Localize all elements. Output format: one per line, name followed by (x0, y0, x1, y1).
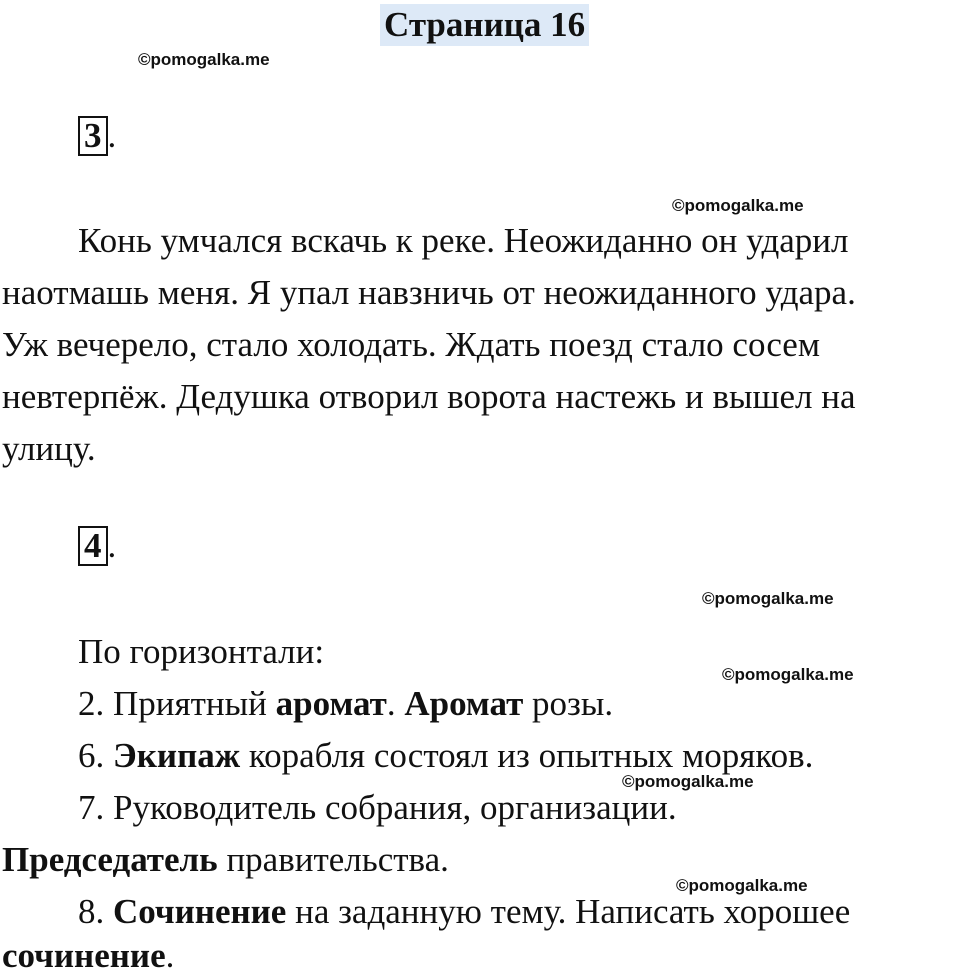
page-title: Страница 16 (380, 4, 589, 46)
task-3-line-4: невтерпёж. Дедушка отворил ворота настежь и вышел на (2, 377, 856, 416)
item-6-suffix: корабля состоял из опытных моряков. (240, 736, 814, 775)
task-4-number-dot: . (107, 526, 117, 565)
task-4-item-7-line-1: 7. Руководитель собрания, организации. (78, 788, 677, 827)
task-3-number-dot: . (107, 116, 117, 155)
item-8-prefix: 8. (78, 892, 113, 931)
item-2-prefix: 2. Приятный (78, 684, 276, 723)
task-4-item-8-line-2 (2, 936, 174, 976)
task-4-heading: По горизонтали: (78, 632, 325, 671)
task-3-number (78, 116, 116, 156)
task-4-number (78, 526, 116, 566)
item-7-suffix: правительства. (217, 840, 449, 879)
watermark: ©pomogalka.me (672, 196, 804, 215)
item-8-bold-word-2: сочинение (2, 936, 166, 975)
task-3-line-3: Уж вечерело, стало холодать. Ждать поезд стало сосем (2, 325, 820, 364)
task-4-item-2 (78, 684, 613, 724)
item-8-mid: на заданную тему. Написать хорошее (286, 892, 851, 931)
task-4-number-box: 4 (78, 526, 108, 566)
watermark: ©pomogalka.me (702, 589, 834, 608)
task-4-item-6 (78, 736, 813, 776)
watermark: ©pomogalka.me (622, 772, 754, 791)
item-6-bold-word: Экипаж (113, 736, 241, 775)
task-3-line-5: улицу. (2, 429, 96, 468)
watermark: ©pomogalka.me (138, 50, 270, 69)
item-2-bold-word-2: Аромат (404, 684, 524, 723)
task-3-number-box: 3 (78, 116, 108, 156)
task-3-line-1: Конь умчался вскачь к реке. Неожиданно он ударил (78, 221, 849, 260)
item-2-mid: . (386, 684, 405, 723)
watermark: ©pomogalka.me (722, 665, 854, 684)
item-2-suffix: розы. (523, 684, 614, 723)
task-4-item-7-line-2 (2, 840, 449, 880)
item-8-bold-word-1: Сочинение (113, 892, 287, 931)
item-6-prefix: 6. (78, 736, 113, 775)
item-2-bold-word-1: аромат (275, 684, 387, 723)
item-7-bold-word: Председатель (2, 840, 218, 879)
task-4-item-8-line-1 (78, 892, 850, 932)
item-8-suffix: . (165, 936, 175, 975)
watermark: ©pomogalka.me (676, 876, 808, 895)
task-3-line-2: наотмашь меня. Я упал навзничь от неожиданного удара. (2, 273, 856, 312)
